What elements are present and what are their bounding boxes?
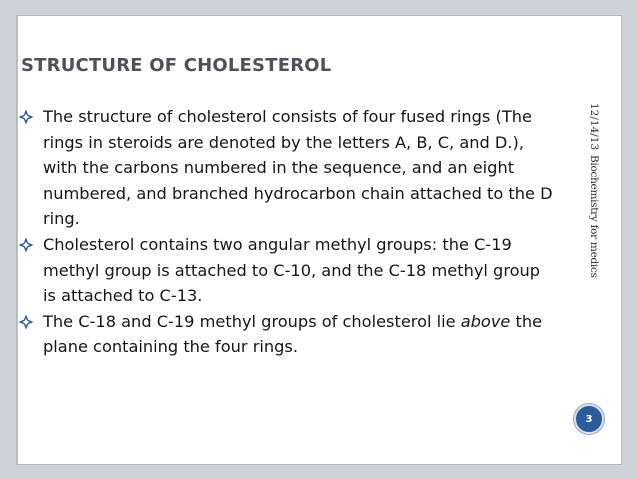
bullet-text-1: The structure of cholesterol consists of four fused rings (The rings in steroids are denoted by the letters A, B, C, and D.), with the carbons numbered in the sequence, and an eight numbered, and branched hydrocarbon chain attached to the D ring.	[43, 107, 553, 229]
slide-date: 12/14/13	[588, 103, 600, 151]
slide-title: STRUCTURE OF CHOLESTEROL	[21, 55, 332, 76]
bullet-item-2	[17, 232, 557, 309]
bullet-text-3-before: The C-18 and C-19 methyl groups of cholesterol lie	[43, 311, 461, 331]
bullet-text-3-italic: above	[460, 311, 511, 331]
bullet-item-1	[17, 104, 557, 232]
diamond-star-bullet-icon	[17, 236, 35, 254]
bullet-text-2: Cholesterol contains two angular methyl groups: the C-19 methyl group is attached to C-10, and the C-18 methyl group is attached to C-13.	[43, 234, 541, 306]
page-number-badge: 3	[574, 404, 604, 434]
bullet-item-3	[17, 309, 557, 360]
diamond-star-bullet-icon	[17, 108, 35, 126]
bullet-text-3-after: the plane containing the four rings.	[43, 311, 543, 357]
slide-footer: Biochemistry for medics	[588, 155, 600, 278]
bullet-list	[17, 104, 557, 360]
diamond-star-bullet-icon	[17, 313, 35, 331]
